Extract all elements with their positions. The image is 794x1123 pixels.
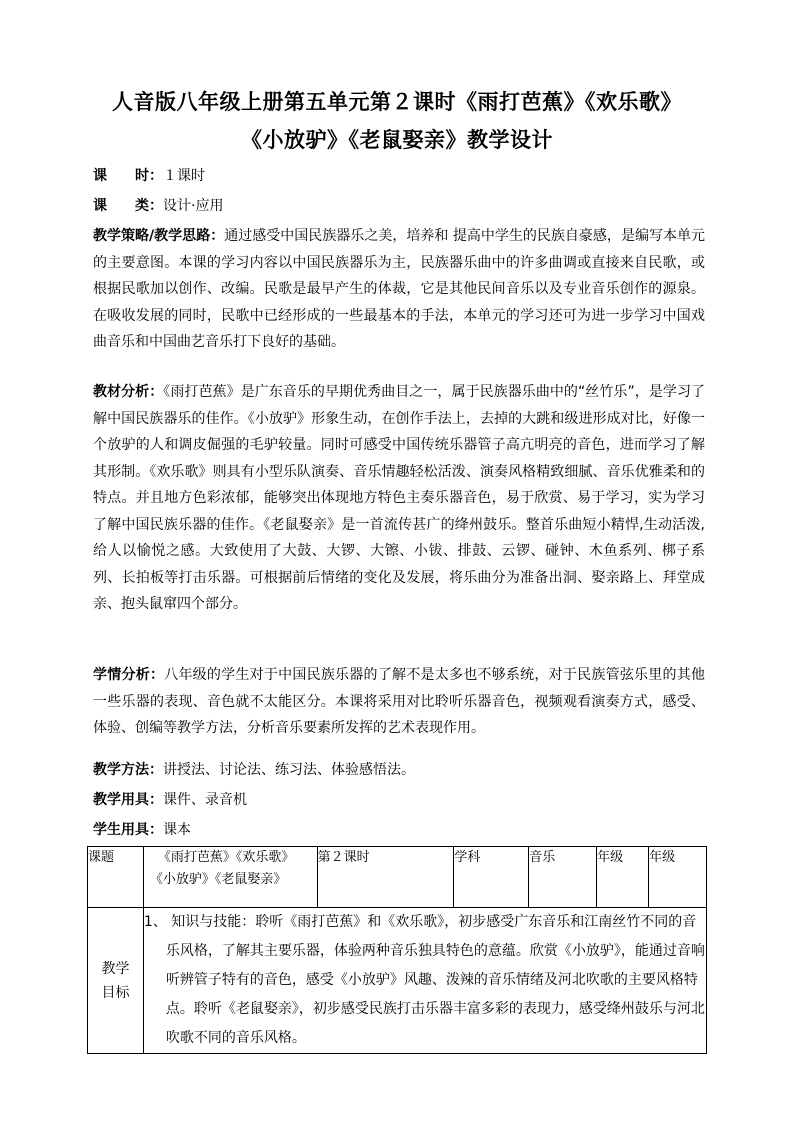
material-text: 《雨打芭蕉》是广东音乐的早期优秀曲目之一，属于民族器乐曲中的“丝竹乐”，是学习了解中国民族器乐的佳作。《小放驴》形象生动，在创作手法上，去掉的大跳和级进形成对比，好像一个放驴的人和调皮倔强的毛驴较量。同时可感受中国传统乐器管子高亢明亮的音色，进而学习了解其形制。《欢乐歌》则具有小型乐队演奏、音乐情趣轻松活泼、演奏风格精致细腻、音乐优雅柔和的特点。并且地方色彩浓郁，能够突出体现地方特色主奏乐器音色，易于欣赏、易于学习，实为学习了解中国民族乐器的佳作。《老鼠娶亲》是一首流传甚广的绛州鼓乐。整首乐曲短小精悍,生动活泼,给人以愉悦之感。大致使用了大鼓、大锣、大镲、小钹、排鼓、云锣、碰钟、木鱼系列、梆子系列、长拍板等打击乐器。可根据前后情绪的变化及发展，将乐曲分为准备出洞、娶亲路上、拜堂成亲、抱头鼠窜四个部分。 [93,384,706,612]
methods-label: 教学方法： [93,762,163,778]
goals-label-cell [88,908,144,1054]
student-tools-line [93,817,705,844]
topic-value-line-1: 《雨打芭蕉》《欢乐歌》 [157,850,295,865]
lesson-type [93,196,223,216]
lesson-type-label: 课 类： [93,198,163,214]
lesson-hours-value: １课时 [163,168,205,184]
grade-value: 年级 [649,850,676,865]
lesson-info-table [87,846,707,1054]
methods-text: 讲授法、讨论法、练习法、体验感悟法。 [163,762,415,778]
students-label: 学情分析： [93,667,165,683]
subject-value-cell [529,847,597,908]
grade-value-cell [649,847,707,908]
grade-label-cell [597,847,649,908]
goals-label-line-1: 教学 [101,960,130,977]
strategy-text: 通过感受中国民族器乐之美，培养和 提高中学生的民族自豪感，是编写本单元的主要意图。本课的学习内容以中国民族器乐为主，民族器乐曲中的许多曲调或直接来自民歌，或根据民歌加以创作、改编。民歌是最早产生的体裁，它是其他民间音乐以及专业音乐创作的源泉。在吸收发展的同时，民歌中已经形成的一些最基本的手法，本单元的学习还可为进一步学习中国戏曲音乐和中国曲艺音乐打下良好的基础。 [93,228,705,350]
topic-value-line-2: 《小放驴》《老鼠娶亲》 [149,872,287,887]
lesson-hours [93,166,205,186]
student-tools-text: 课本 [163,822,191,838]
goal-item: 1、 知识与技能：聆听《雨打芭蕉》和《欢乐歌》，初步感受广东音乐和江南丝竹不同的音乐风格，了解其主要乐器，体验两种音乐独具特色的意蕴。欣赏《小放驴》，能通过音响听辨管子特有的音色，感受《小放驴》风趣、泼辣的音乐情绪及河北吹歌的主要风格特点。聆听《老鼠娶亲》，初步感受民族打击乐器丰富多彩的表现力，感受绛州鼓乐与河北吹歌不同的音乐风格。 [143,914,705,1046]
lesson-hours-label: 课 时： [93,168,163,184]
students-paragraph [93,662,705,742]
material-paragraph [93,379,705,618]
goals-content-cell [143,908,706,1054]
topic-value-cell [143,847,317,908]
student-tools-label: 学生用具： [93,822,163,838]
table-row [88,908,707,1054]
subject-label-cell [454,847,529,908]
teacher-tools-label: 教学用具： [93,792,163,808]
strategy-label: 教学策略/教学思路： [93,228,225,244]
lesson-cell [317,847,454,908]
topic-label-cell [88,847,144,908]
document-title-line-1: 人音版八年级上册第五单元第２课时《雨打芭蕉》《欢乐歌》 [112,90,682,114]
document-title-line-2: 《小放驴》《老鼠娶亲》教学设计 [241,128,553,152]
students-text: 八年级的学生对于中国民族乐器的了解不是太多也不够系统，对于民族管弦乐里的其他一些乐器的表现、音色就不太能区分。本课将采用对比聆听乐器音色，视频观看演奏方式，感受、体验、创编等教学方法，分析音乐要素所发挥的艺术表现作用。 [93,667,706,736]
methods-line [93,757,705,784]
teacher-tools-text: 课件、录音机 [163,792,247,808]
subject-value: 音乐 [529,850,556,865]
lesson-type-value: 设计·应用 [163,198,224,214]
lesson-value: 第２课时 [317,850,370,865]
strategy-paragraph [93,223,705,356]
table-row [88,847,707,908]
topic-label: 课题 [88,850,115,865]
material-label: 教材分析： [93,384,164,400]
subject-label: 学科 [454,850,481,865]
teacher-tools-line [93,787,705,814]
goals-label-line-2: 目标 [101,984,130,1001]
grade-label: 年级 [597,850,624,865]
